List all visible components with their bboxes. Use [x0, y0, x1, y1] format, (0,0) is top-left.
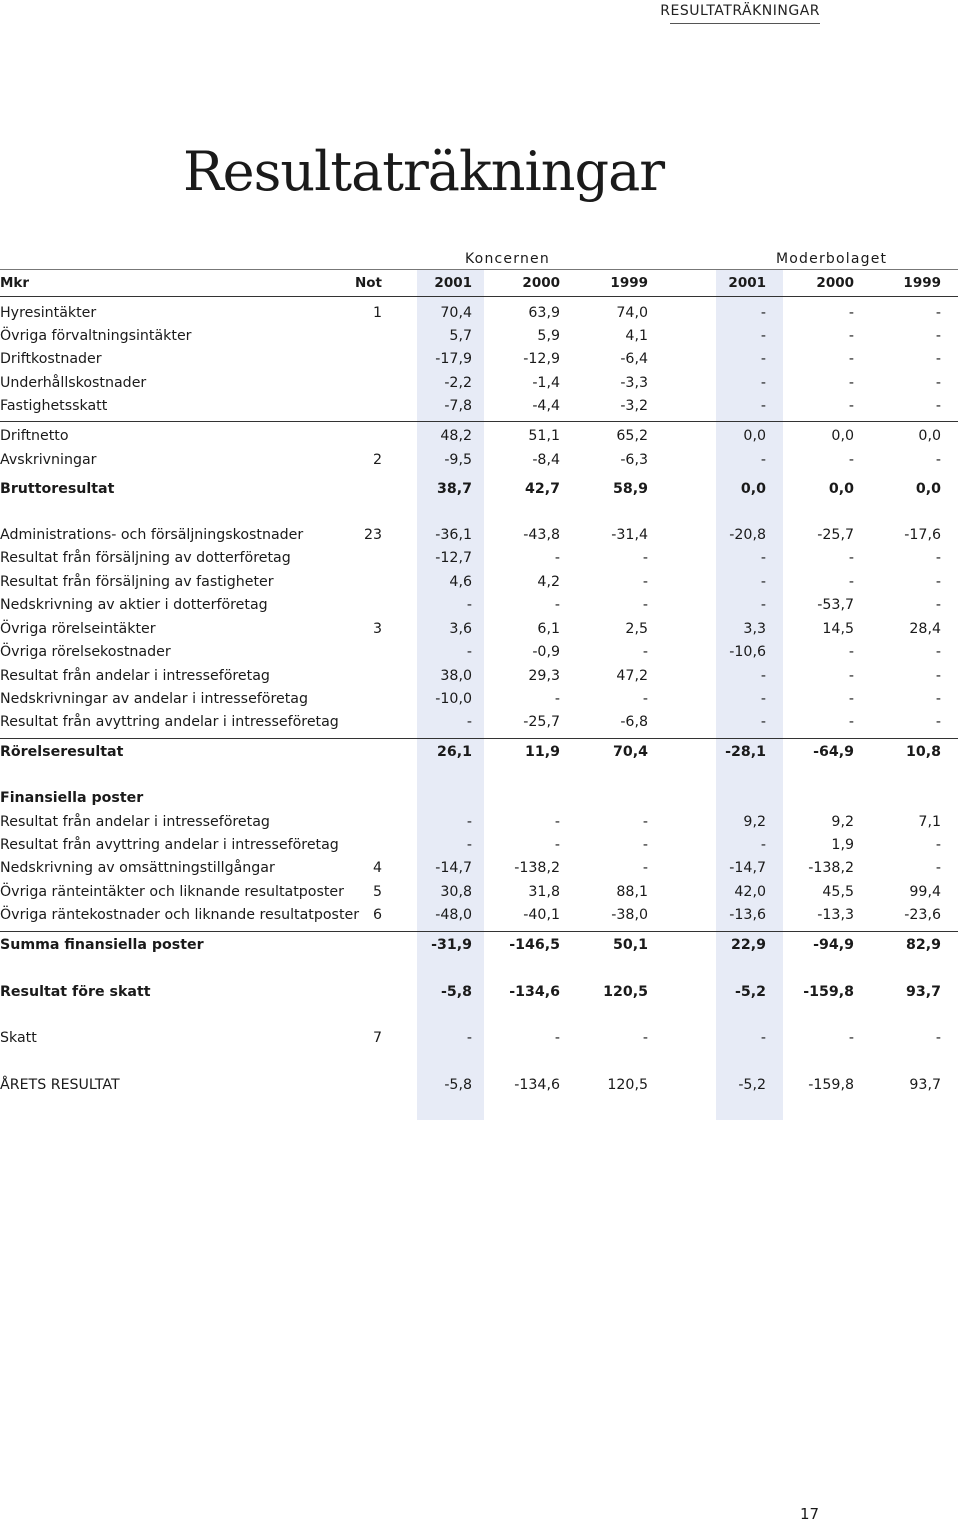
cell-value: -5,8 — [444, 1077, 472, 1093]
cell-value: - — [642, 860, 648, 876]
section-rule — [0, 931, 958, 932]
cell-value: 6,1 — [537, 621, 560, 637]
row-label: Nedskrivning av omsättningstillgångar — [0, 860, 275, 876]
cell-value: -31,9 — [431, 937, 472, 953]
cell-value: 11,9 — [524, 744, 560, 760]
cell-value: - — [848, 550, 854, 566]
row-note: 2 — [372, 452, 382, 468]
cell-value: - — [935, 597, 941, 613]
cell-value: -53,7 — [817, 597, 854, 613]
cell-value: -13,3 — [817, 907, 854, 923]
cell-value: - — [760, 837, 766, 853]
cell-value: 22,9 — [730, 937, 766, 953]
cell-value: - — [760, 305, 766, 321]
cell-value: 3,3 — [743, 621, 766, 637]
row-label: Nedskrivningar av andelar i intresseföretag — [0, 691, 308, 707]
row-label: Finansiella poster — [0, 790, 144, 806]
cell-value: -6,8 — [620, 714, 648, 730]
cell-value: 4,6 — [449, 574, 472, 590]
row-label: Hyresintäkter — [0, 305, 97, 321]
cell-value: -146,5 — [509, 937, 560, 953]
cell-value: - — [760, 714, 766, 730]
cell-value: 31,8 — [528, 884, 560, 900]
cell-value: - — [554, 691, 560, 707]
cell-value: - — [848, 1030, 854, 1046]
header-year: 1999 — [610, 275, 648, 291]
row-note: 6 — [372, 907, 382, 923]
cell-value: -1,4 — [532, 375, 560, 391]
cell-value: -134,6 — [509, 984, 560, 1000]
section-rule — [0, 421, 958, 422]
cell-value: -10,6 — [729, 644, 766, 660]
header-year: 2001 — [434, 275, 472, 291]
cell-value: 0,0 — [915, 481, 941, 497]
cell-value: - — [935, 328, 941, 344]
cell-value: - — [642, 814, 648, 830]
cell-value: -12,9 — [523, 351, 560, 367]
cell-value: 0,0 — [743, 428, 766, 444]
cell-value: -38,0 — [611, 907, 648, 923]
table-row — [0, 811, 958, 834]
cell-value: -3,2 — [620, 398, 648, 414]
cell-value: -0,9 — [532, 644, 560, 660]
page-title: Resultaträkningar — [183, 140, 665, 203]
cell-value: - — [935, 691, 941, 707]
cell-value: -3,3 — [620, 375, 648, 391]
header-year: 2001 — [728, 275, 766, 291]
row-label: Resultat före skatt — [0, 984, 151, 1000]
cell-value: 28,4 — [909, 621, 941, 637]
cell-value: - — [466, 644, 472, 660]
cell-value: - — [760, 1030, 766, 1046]
cell-value: - — [554, 837, 560, 853]
table-row — [0, 524, 958, 547]
cell-value: 50,1 — [612, 937, 648, 953]
row-note: 23 — [363, 527, 382, 543]
cell-value: 42,7 — [524, 481, 560, 497]
table-row — [0, 478, 958, 501]
row-note: 4 — [372, 860, 382, 876]
cell-value: -6,3 — [620, 452, 648, 468]
cell-value: 5,9 — [537, 328, 560, 344]
cell-value: 9,2 — [831, 814, 854, 830]
cell-value: - — [760, 398, 766, 414]
table-header-row — [0, 272, 958, 295]
row-label: Resultat från avyttring andelar i intresseföretag — [0, 714, 339, 730]
cell-value: - — [935, 398, 941, 414]
cell-value: -5,2 — [738, 1077, 766, 1093]
cell-value: - — [935, 574, 941, 590]
cell-value: 70,4 — [612, 744, 648, 760]
cell-value: - — [848, 398, 854, 414]
cell-value: -9,5 — [444, 452, 472, 468]
cell-value: - — [848, 351, 854, 367]
cell-value: 120,5 — [607, 1077, 648, 1093]
cell-value: -17,9 — [435, 351, 472, 367]
table-row — [0, 881, 958, 904]
cell-value: 38,0 — [440, 668, 472, 684]
table-row — [0, 395, 958, 418]
cell-value: -28,1 — [725, 744, 766, 760]
section-rule — [0, 738, 958, 739]
row-label: Övriga rörelsekostnader — [0, 644, 171, 660]
cell-value: - — [935, 351, 941, 367]
cell-value: -25,7 — [817, 527, 854, 543]
cell-value: -138,2 — [808, 860, 854, 876]
page-number: 17 — [800, 1505, 820, 1523]
row-label: Övriga ränteintäkter och liknande resultatposter — [0, 884, 344, 900]
cell-value: - — [642, 1030, 648, 1046]
header-label: Mkr — [0, 275, 30, 291]
running-head-rule — [670, 23, 820, 24]
table-row — [0, 547, 958, 570]
row-label: Underhållskostnader — [0, 375, 147, 391]
cell-value: - — [760, 351, 766, 367]
cell-value: - — [760, 574, 766, 590]
table-row — [0, 934, 958, 957]
cell-value: - — [642, 644, 648, 660]
table-row — [0, 981, 958, 1004]
cell-value: 45,5 — [822, 884, 854, 900]
cell-value: - — [466, 814, 472, 830]
table-row — [0, 594, 958, 617]
cell-value: -159,8 — [808, 1077, 854, 1093]
cell-value: 58,9 — [612, 481, 648, 497]
cell-value: -17,6 — [904, 527, 941, 543]
cell-value: - — [848, 691, 854, 707]
table-row — [0, 688, 958, 711]
running-head: RESULTATRÄKNINGAR — [660, 3, 820, 19]
cell-value: - — [642, 597, 648, 613]
cell-value: - — [466, 837, 472, 853]
cell-value: - — [642, 837, 648, 853]
row-note: 3 — [372, 621, 382, 637]
cell-value: 29,3 — [528, 668, 560, 684]
cell-value: -43,8 — [523, 527, 560, 543]
cell-value: - — [935, 714, 941, 730]
cell-value: - — [760, 668, 766, 684]
cell-value: 1,9 — [831, 837, 854, 853]
cell-value: - — [935, 644, 941, 660]
cell-value: - — [466, 1030, 472, 1046]
table-row — [0, 1027, 958, 1050]
cell-value: -6,4 — [620, 351, 648, 367]
cell-value: -31,4 — [611, 527, 648, 543]
cell-value: - — [466, 714, 472, 730]
cell-value: -23,6 — [904, 907, 941, 923]
cell-value: 74,0 — [616, 305, 648, 321]
cell-value: 4,1 — [625, 328, 648, 344]
cell-value: 63,9 — [528, 305, 560, 321]
cell-value: - — [848, 452, 854, 468]
header-year: 1999 — [903, 275, 941, 291]
table-row — [0, 641, 958, 664]
cell-value: - — [760, 375, 766, 391]
table-row — [0, 302, 958, 325]
cell-value: 65,2 — [616, 428, 648, 444]
table-row — [0, 787, 958, 810]
cell-value: - — [554, 1030, 560, 1046]
cell-value: 30,8 — [440, 884, 472, 900]
cell-value: 82,9 — [905, 937, 941, 953]
table-row — [0, 665, 958, 688]
cell-value: 7,1 — [918, 814, 941, 830]
row-label: Skatt — [0, 1030, 37, 1046]
row-label: Övriga räntekostnader och liknande resultatposter — [0, 907, 360, 923]
cell-value: 14,5 — [822, 621, 854, 637]
cell-value: - — [554, 550, 560, 566]
cell-value: - — [760, 328, 766, 344]
cell-value: 0,0 — [740, 481, 766, 497]
table-row — [0, 834, 958, 857]
cell-value: - — [848, 305, 854, 321]
cell-value: - — [848, 644, 854, 660]
cell-value: -40,1 — [523, 907, 560, 923]
row-note: 5 — [372, 884, 382, 900]
cell-value: -13,6 — [729, 907, 766, 923]
cell-value: 70,4 — [440, 305, 472, 321]
cell-value: 26,1 — [436, 744, 472, 760]
group-header-rule — [0, 269, 958, 270]
cell-value: -5,8 — [440, 984, 472, 1000]
row-label: Nedskrivning av aktier i dotterföretag — [0, 597, 268, 613]
cell-value: - — [554, 597, 560, 613]
row-label: Driftnetto — [0, 428, 69, 444]
cell-value: - — [935, 668, 941, 684]
cell-value: 42,0 — [734, 884, 766, 900]
cell-value: -14,7 — [435, 860, 472, 876]
row-label: Resultat från försäljning av dotterföretag — [0, 550, 291, 566]
cell-value: - — [935, 860, 941, 876]
cell-value: - — [935, 375, 941, 391]
cell-value: 51,1 — [528, 428, 560, 444]
cell-value: 3,6 — [449, 621, 472, 637]
cell-value: - — [935, 452, 941, 468]
cell-value: - — [642, 574, 648, 590]
row-label: Övriga förvaltningsintäkter — [0, 328, 192, 344]
cell-value: -4,4 — [532, 398, 560, 414]
table-row — [0, 1074, 958, 1097]
row-note: 7 — [372, 1030, 382, 1046]
cell-value: - — [848, 574, 854, 590]
row-label: Resultat från avyttring andelar i intresseföretag — [0, 837, 339, 853]
cell-value: - — [935, 837, 941, 853]
cell-value: - — [760, 691, 766, 707]
cell-value: 47,2 — [616, 668, 648, 684]
cell-value: 0,0 — [828, 481, 854, 497]
header-year: 2000 — [816, 275, 854, 291]
cell-value: 10,8 — [905, 744, 941, 760]
cell-value: - — [935, 550, 941, 566]
cell-value: -25,7 — [523, 714, 560, 730]
group-label-koncernen: Koncernen — [465, 251, 550, 267]
cell-value: - — [760, 597, 766, 613]
cell-value: - — [848, 668, 854, 684]
row-label: Resultat från andelar i intresseföretag — [0, 814, 270, 830]
table-row — [0, 425, 958, 448]
cell-value: 0,0 — [831, 428, 854, 444]
header-rule — [0, 296, 958, 297]
cell-value: -14,7 — [729, 860, 766, 876]
cell-value: 5,7 — [449, 328, 472, 344]
row-label: Övriga rörelseintäkter — [0, 621, 156, 637]
row-label: Administrations- och försäljningskostnader — [0, 527, 304, 543]
table-row — [0, 449, 958, 472]
table-row — [0, 325, 958, 348]
cell-value: - — [848, 375, 854, 391]
cell-value: -2,2 — [444, 375, 472, 391]
cell-value: -5,2 — [734, 984, 766, 1000]
cell-value: -138,2 — [514, 860, 560, 876]
cell-value: 48,2 — [440, 428, 472, 444]
cell-value: - — [760, 550, 766, 566]
cell-value: 4,2 — [537, 574, 560, 590]
table-row — [0, 618, 958, 641]
table-row — [0, 711, 958, 734]
cell-value: -159,8 — [803, 984, 854, 1000]
row-label: Avskrivningar — [0, 452, 97, 468]
cell-value: 93,7 — [909, 1077, 941, 1093]
cell-value: -10,0 — [435, 691, 472, 707]
cell-value: - — [848, 714, 854, 730]
table-row — [0, 904, 958, 927]
cell-value: 99,4 — [909, 884, 941, 900]
header-note: Not — [354, 275, 382, 291]
row-label: Bruttoresultat — [0, 481, 115, 497]
cell-value: - — [554, 814, 560, 830]
cell-value: 9,2 — [743, 814, 766, 830]
row-label: Driftkostnader — [0, 351, 102, 367]
row-label: Rörelseresultat — [0, 744, 124, 760]
row-note: 1 — [372, 305, 382, 321]
row-label: Resultat från försäljning av fastigheter — [0, 574, 274, 590]
table-row — [0, 571, 958, 594]
cell-value: 0,0 — [918, 428, 941, 444]
cell-value: 93,7 — [905, 984, 941, 1000]
row-label: Fastighetsskatt — [0, 398, 108, 414]
cell-value: 88,1 — [616, 884, 648, 900]
cell-value: - — [935, 1030, 941, 1046]
cell-value: - — [642, 550, 648, 566]
cell-value: -12,7 — [435, 550, 472, 566]
table-row — [0, 372, 958, 395]
row-label: Summa finansiella poster — [0, 937, 204, 953]
cell-value: -64,9 — [813, 744, 854, 760]
header-year: 2000 — [522, 275, 560, 291]
cell-value: -48,0 — [435, 907, 472, 923]
row-label: Resultat från andelar i intresseföretag — [0, 668, 270, 684]
table-row — [0, 857, 958, 880]
cell-value: 2,5 — [625, 621, 648, 637]
table-row — [0, 741, 958, 764]
cell-value: -36,1 — [435, 527, 472, 543]
cell-value: - — [760, 452, 766, 468]
row-label: ÅRETS RESULTAT — [0, 1077, 120, 1093]
cell-value: - — [848, 328, 854, 344]
cell-value: -8,4 — [532, 452, 560, 468]
cell-value: - — [935, 305, 941, 321]
cell-value: - — [466, 597, 472, 613]
table-row — [0, 348, 958, 371]
group-label-moderbolaget: Moderbolaget — [776, 251, 888, 267]
cell-value: -134,6 — [514, 1077, 560, 1093]
cell-value: - — [642, 691, 648, 707]
cell-value: 38,7 — [436, 481, 472, 497]
cell-value: -94,9 — [813, 937, 854, 953]
cell-value: -7,8 — [444, 398, 472, 414]
cell-value: 120,5 — [603, 984, 648, 1000]
cell-value: -20,8 — [729, 527, 766, 543]
